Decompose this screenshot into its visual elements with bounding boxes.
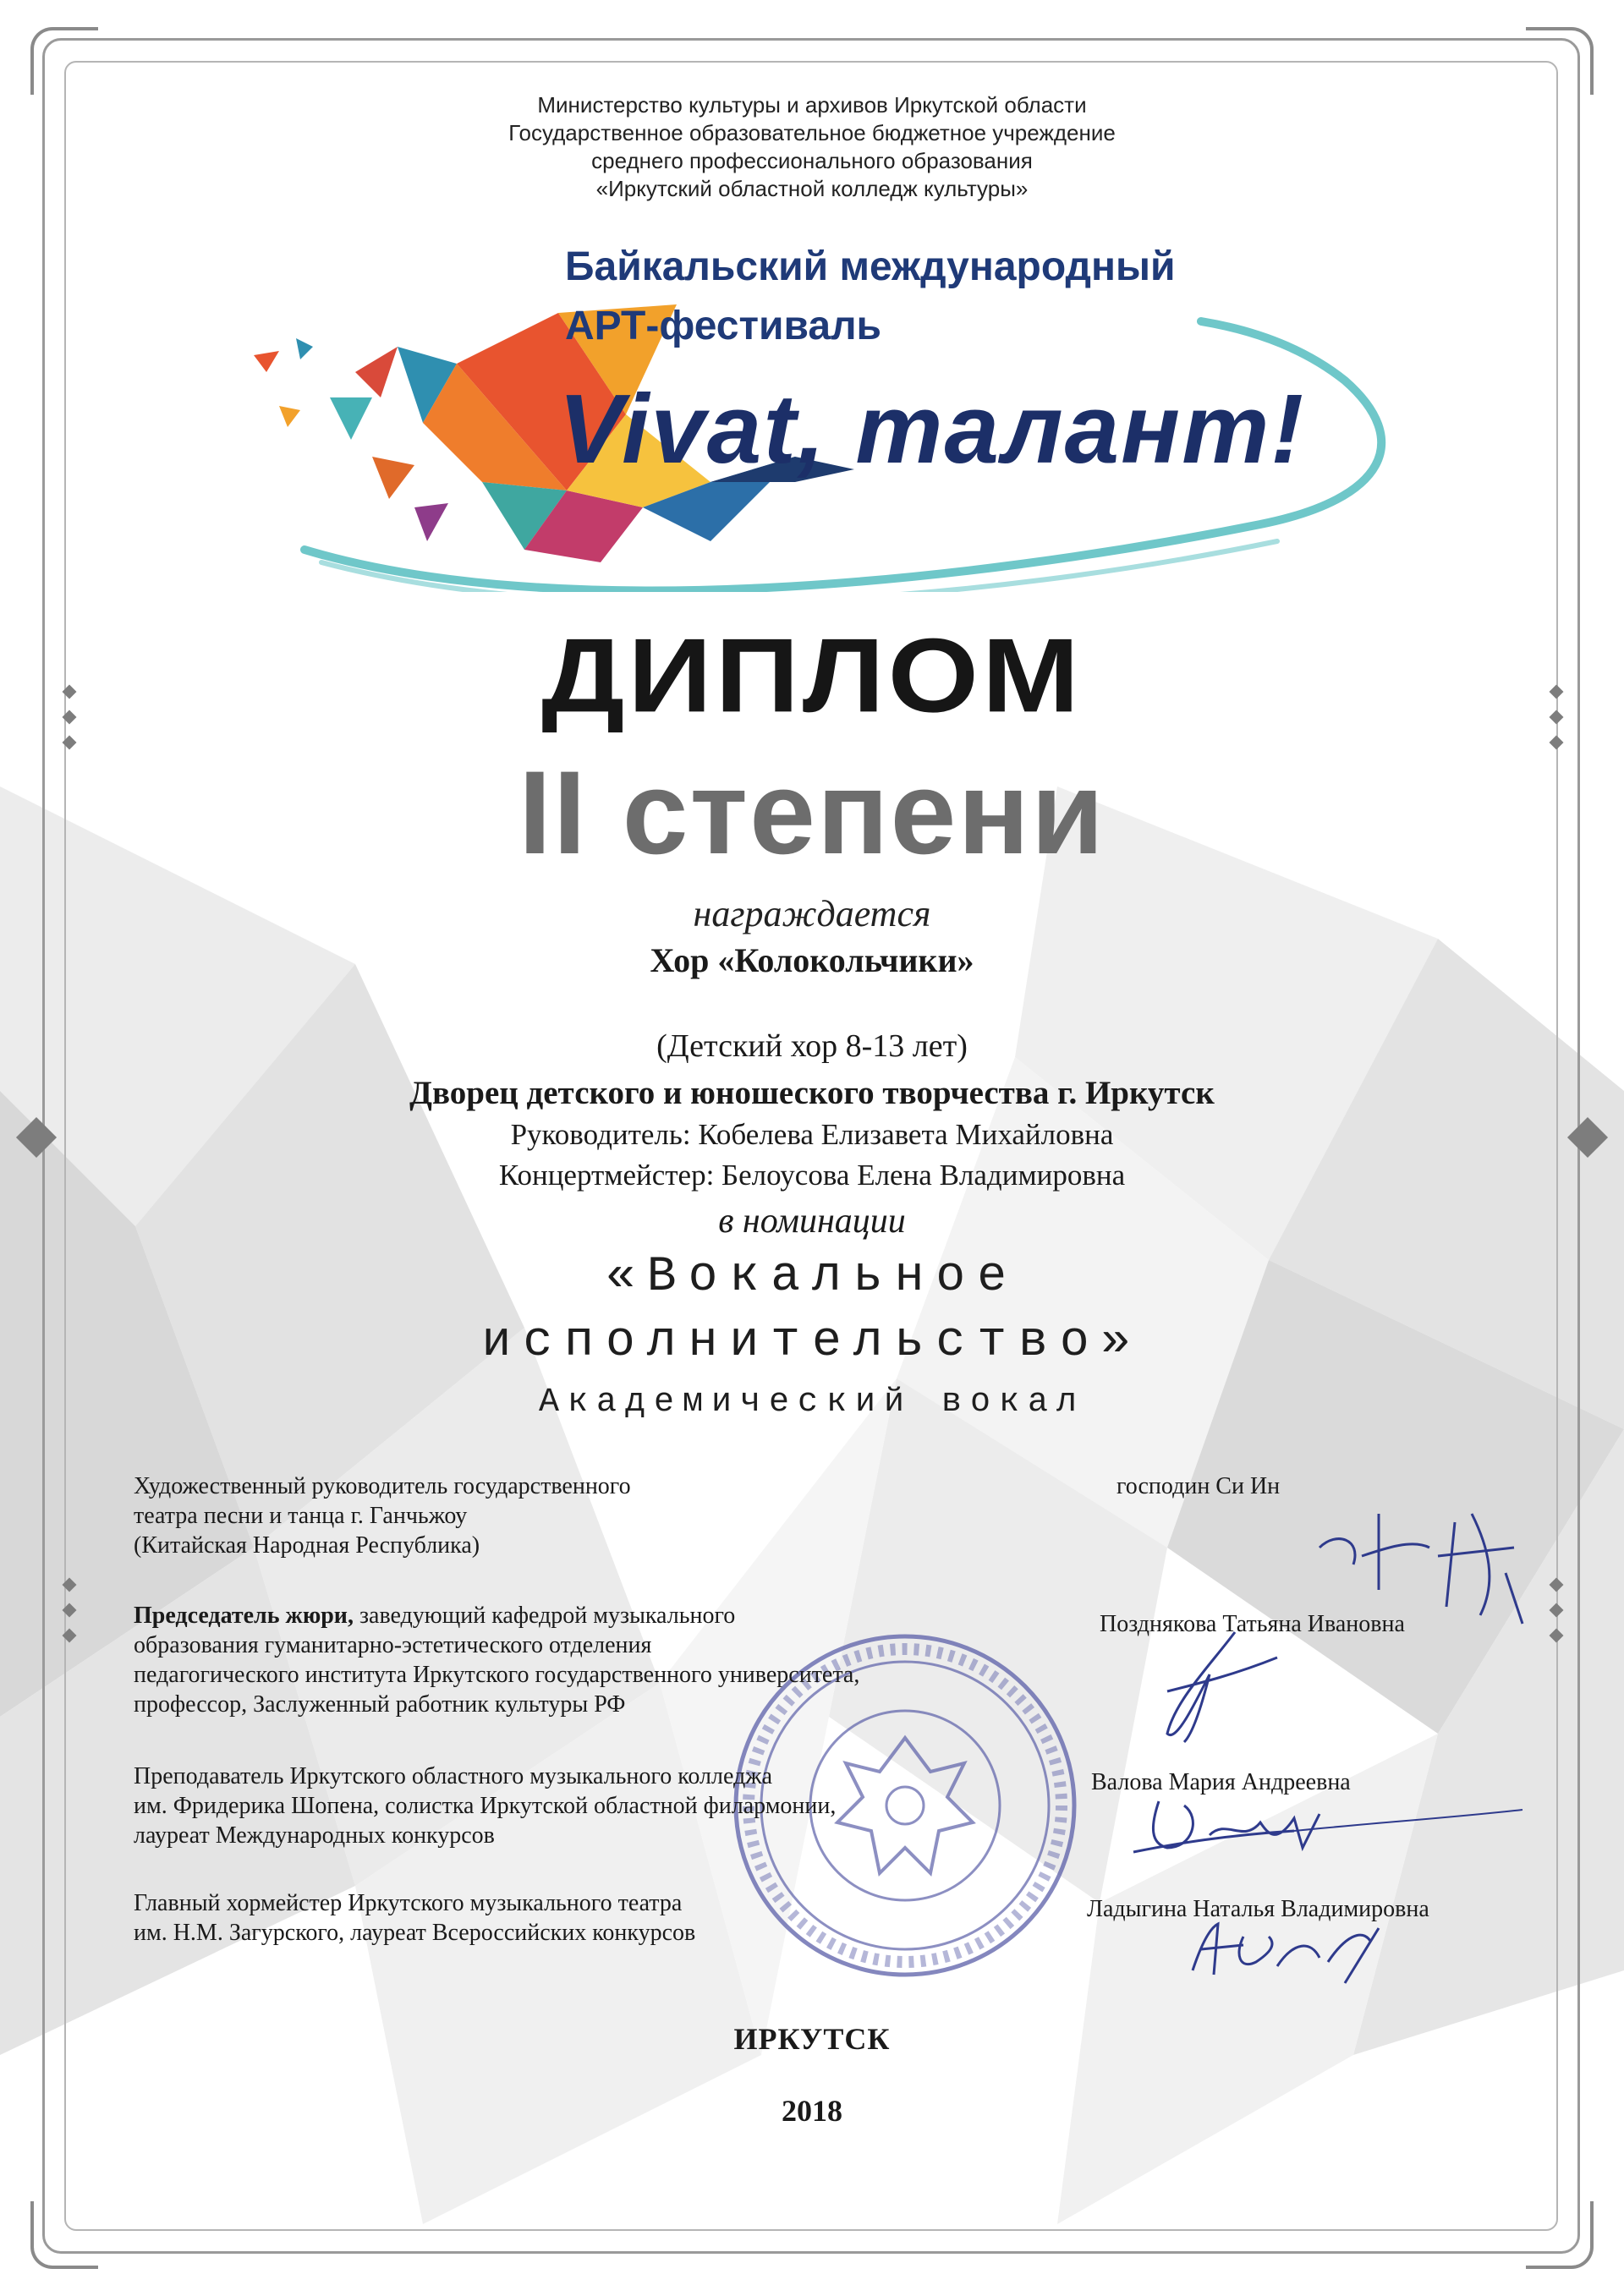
jury-desc-line: педагогического института Иркутского государственного университета, xyxy=(134,1662,860,1688)
jury-member-description xyxy=(134,1601,1013,1719)
nomination-title-line1: «Вокальное xyxy=(605,1250,1019,1305)
nomination-subtitle: Академический вокал xyxy=(538,1384,1086,1422)
festival-title-line2: АРТ-фестиваль xyxy=(565,304,882,348)
jury-member-name: господин Си Ин xyxy=(1116,1473,1281,1499)
footer-city: ИРКУТСК xyxy=(733,2022,891,2056)
jury-desc-line: профессор, Заслуженный работник культуры РФ xyxy=(134,1691,626,1718)
ministry-line: Министерство культуры и архивов Иркутской области xyxy=(537,92,1087,118)
jury-member-description xyxy=(134,1888,1013,1948)
diploma-degree: II степени xyxy=(518,746,1106,879)
festival-name: Vivat, талант! xyxy=(558,374,1305,484)
age-group: (Детский хор 8-13 лет) xyxy=(656,1028,968,1064)
awarded-label: награждается xyxy=(693,893,931,934)
leader-line: Руководитель: Кобелева Елизавета Михайловна xyxy=(510,1118,1114,1151)
jury-desc-line: театра песни и танца г. Ганчьжоу xyxy=(134,1503,468,1529)
signature-ladygina xyxy=(1176,1911,1413,1987)
nomination-title-line2: исполнительство» xyxy=(481,1315,1143,1370)
signature-pozdnyakova xyxy=(1116,1624,1303,1751)
jury-desc-line: (Китайская Народная Республика) xyxy=(134,1532,480,1559)
corner-ornament xyxy=(1526,27,1594,95)
footer-year: 2018 xyxy=(782,2094,842,2128)
jury-chair-lead: Председатель жюри, xyxy=(134,1603,354,1629)
jury-desc-line: Председатель жюри, заведующий кафедрой музыкального xyxy=(134,1603,736,1629)
jury-desc-line: Преподаватель Иркутского областного музыкального колледжа xyxy=(134,1763,773,1789)
jury-member-description xyxy=(134,1762,1013,1850)
jury-member-name: Валова Мария Андреевна xyxy=(1091,1769,1351,1795)
nomination-label: в номинации xyxy=(718,1202,906,1241)
ministry-line: среднего профессионального образования xyxy=(591,148,1033,173)
corner-ornament xyxy=(1526,2201,1594,2269)
jury-member-name: Позднякова Татьяна Ивановна xyxy=(1100,1611,1405,1637)
institution-name: Дворец детского и юношеского творчества г. Иркутск xyxy=(409,1075,1215,1111)
jury-desc-line: Художественный руководитель государственного xyxy=(134,1473,631,1499)
jury-desc-line: лауреат Международных конкурсов xyxy=(134,1822,495,1849)
jury-desc-line: Главный хормейстер Иркутского музыкального театра xyxy=(134,1890,683,1916)
diploma-title: ДИПЛОМ xyxy=(541,616,1083,735)
jury-member-name: Ладыгина Наталья Владимировна xyxy=(1087,1896,1429,1922)
accompanist-line: Концертмейстер: Белоусова Елена Владимировна xyxy=(498,1159,1126,1192)
recipient-name: Хор «Колокольчики» xyxy=(650,941,974,979)
jury-member-description xyxy=(134,1471,1013,1560)
ministry-line: «Иркутский областной колледж культуры» xyxy=(595,176,1029,201)
ministry-header xyxy=(0,91,1624,203)
corner-ornament xyxy=(30,2201,98,2269)
jury-desc-line: образования гуманитарно-эстетического отделения xyxy=(134,1632,652,1658)
signature-valova xyxy=(1125,1784,1531,1869)
ministry-line: Государственное образовательное бюджетное учреждение xyxy=(508,120,1116,145)
jury-desc-line: им. Фридерика Шопена, солистка Иркутской областной филармонии, xyxy=(134,1793,837,1819)
jury-desc-line: им. Н.М. Загурского, лауреат Всероссийских конкурсов xyxy=(134,1920,696,1946)
festival-title-line1: Байкальский международный xyxy=(565,244,1176,289)
corner-ornament xyxy=(30,27,98,95)
